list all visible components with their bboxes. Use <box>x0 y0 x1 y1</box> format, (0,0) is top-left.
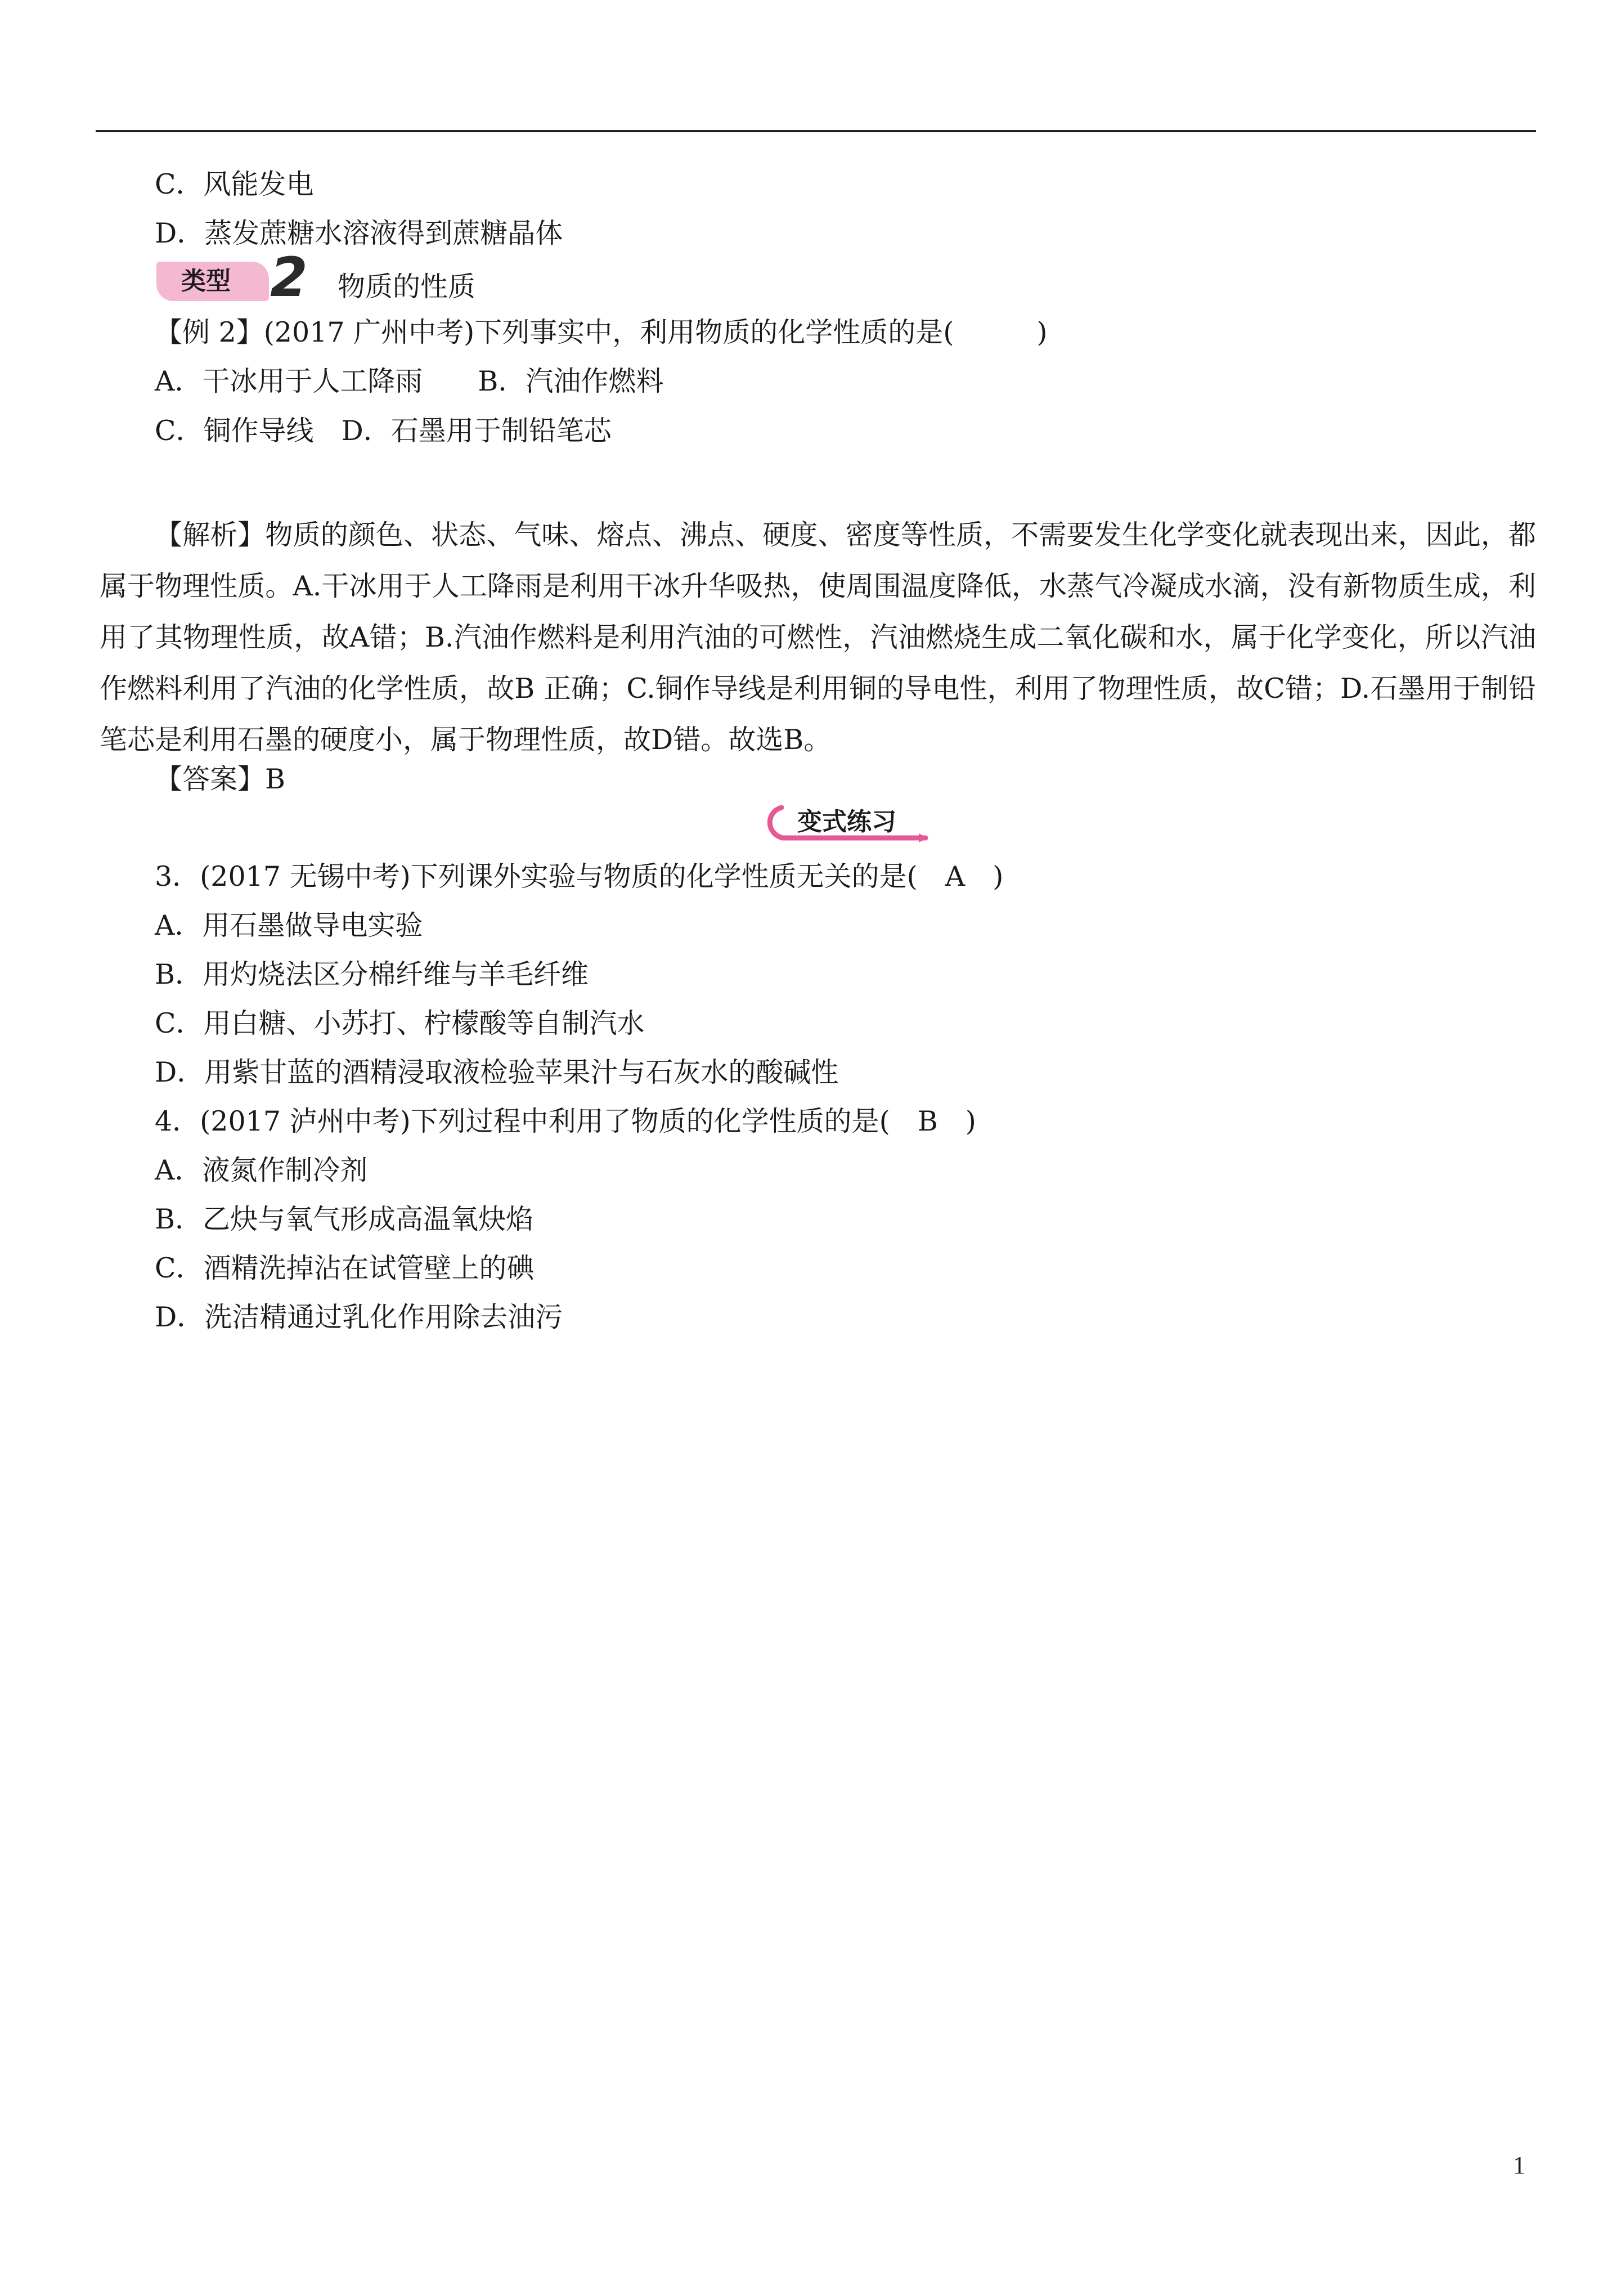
q3-option-d: D．用紫甘蓝的酒精浸取液检验苹果汁与石灰水的酸碱性 <box>155 1056 839 1088</box>
q4-stem: 4．(2017 泸州中考)下列过程中利用了物质的化学性质的是( B ) <box>155 1105 976 1137</box>
q3-option-b: B．用灼烧法区分棉纤维与羊毛纤维 <box>155 958 589 990</box>
practice-label: 变式练习 <box>797 808 896 836</box>
practice-header <box>762 802 931 847</box>
section-title: 物质的性质 <box>338 271 476 303</box>
page-number: 1 <box>1513 2151 1525 2179</box>
q3-option-a: A．用石墨做导电实验 <box>155 909 423 941</box>
section-number: 2 <box>270 246 308 309</box>
prev-option-c: C．风能发电 <box>155 168 314 200</box>
example-options-cd: C．铜作导线 D．石墨用于制铅笔芯 <box>155 415 612 447</box>
section-type-badge: 类型 <box>156 262 269 301</box>
q4-option-c: C．酒精洗掉沾在试管壁上的碘 <box>155 1252 535 1284</box>
q4-option-d: D．洗洁精通过乳化作用除去油污 <box>155 1301 563 1333</box>
example-answer: 【答案】B <box>155 763 286 795</box>
header-rule <box>96 130 1536 132</box>
q4-option-a: A．液氮作制冷剂 <box>155 1154 368 1186</box>
example-options-ab: A．干冰用于人工降雨 B．汽油作燃料 <box>155 365 664 397</box>
example-question: 【例 2】(2017 广州中考)下列事实中，利用物质的化学性质的是( ) <box>155 316 1048 348</box>
analysis-paragraph <box>100 509 1536 765</box>
q3-option-c: C．用白糖、小苏打、柠檬酸等自制汽水 <box>155 1007 645 1039</box>
q4-option-b: B．乙炔与氧气形成高温氧炔焰 <box>155 1203 534 1235</box>
prev-option-d: D．蒸发蔗糖水溶液得到蔗糖晶体 <box>155 217 563 249</box>
analysis-text: 【解析】物质的颜色、状态、气味、熔点、沸点、硬度、密度等性质，不需要发生化学变化就表现出来，因此，都属于物理性质。A.干冰用于人工降雨是利用干冰升华吸热，使周围温度降低，水蒸气冷凝成水滴，没有新物质生成，利用了其物理性质，故A错；B.汽油作燃料是利用汽油的可燃性，汽油燃烧生成二氧化碳和水，属于化学变化，所以汽油作燃料利用了汽油的化学性质，故B 正确；C.铜作导线是利用铜的导电性，利用了物理性质，故C错；D.石墨用于制铅笔芯是利用石墨的硬度小，属于物理性质，故D错。故选B。 <box>100 519 1536 756</box>
q3-stem: 3．(2017 无锡中考)下列课外实验与物质的化学性质无关的是( A ) <box>155 860 1004 893</box>
